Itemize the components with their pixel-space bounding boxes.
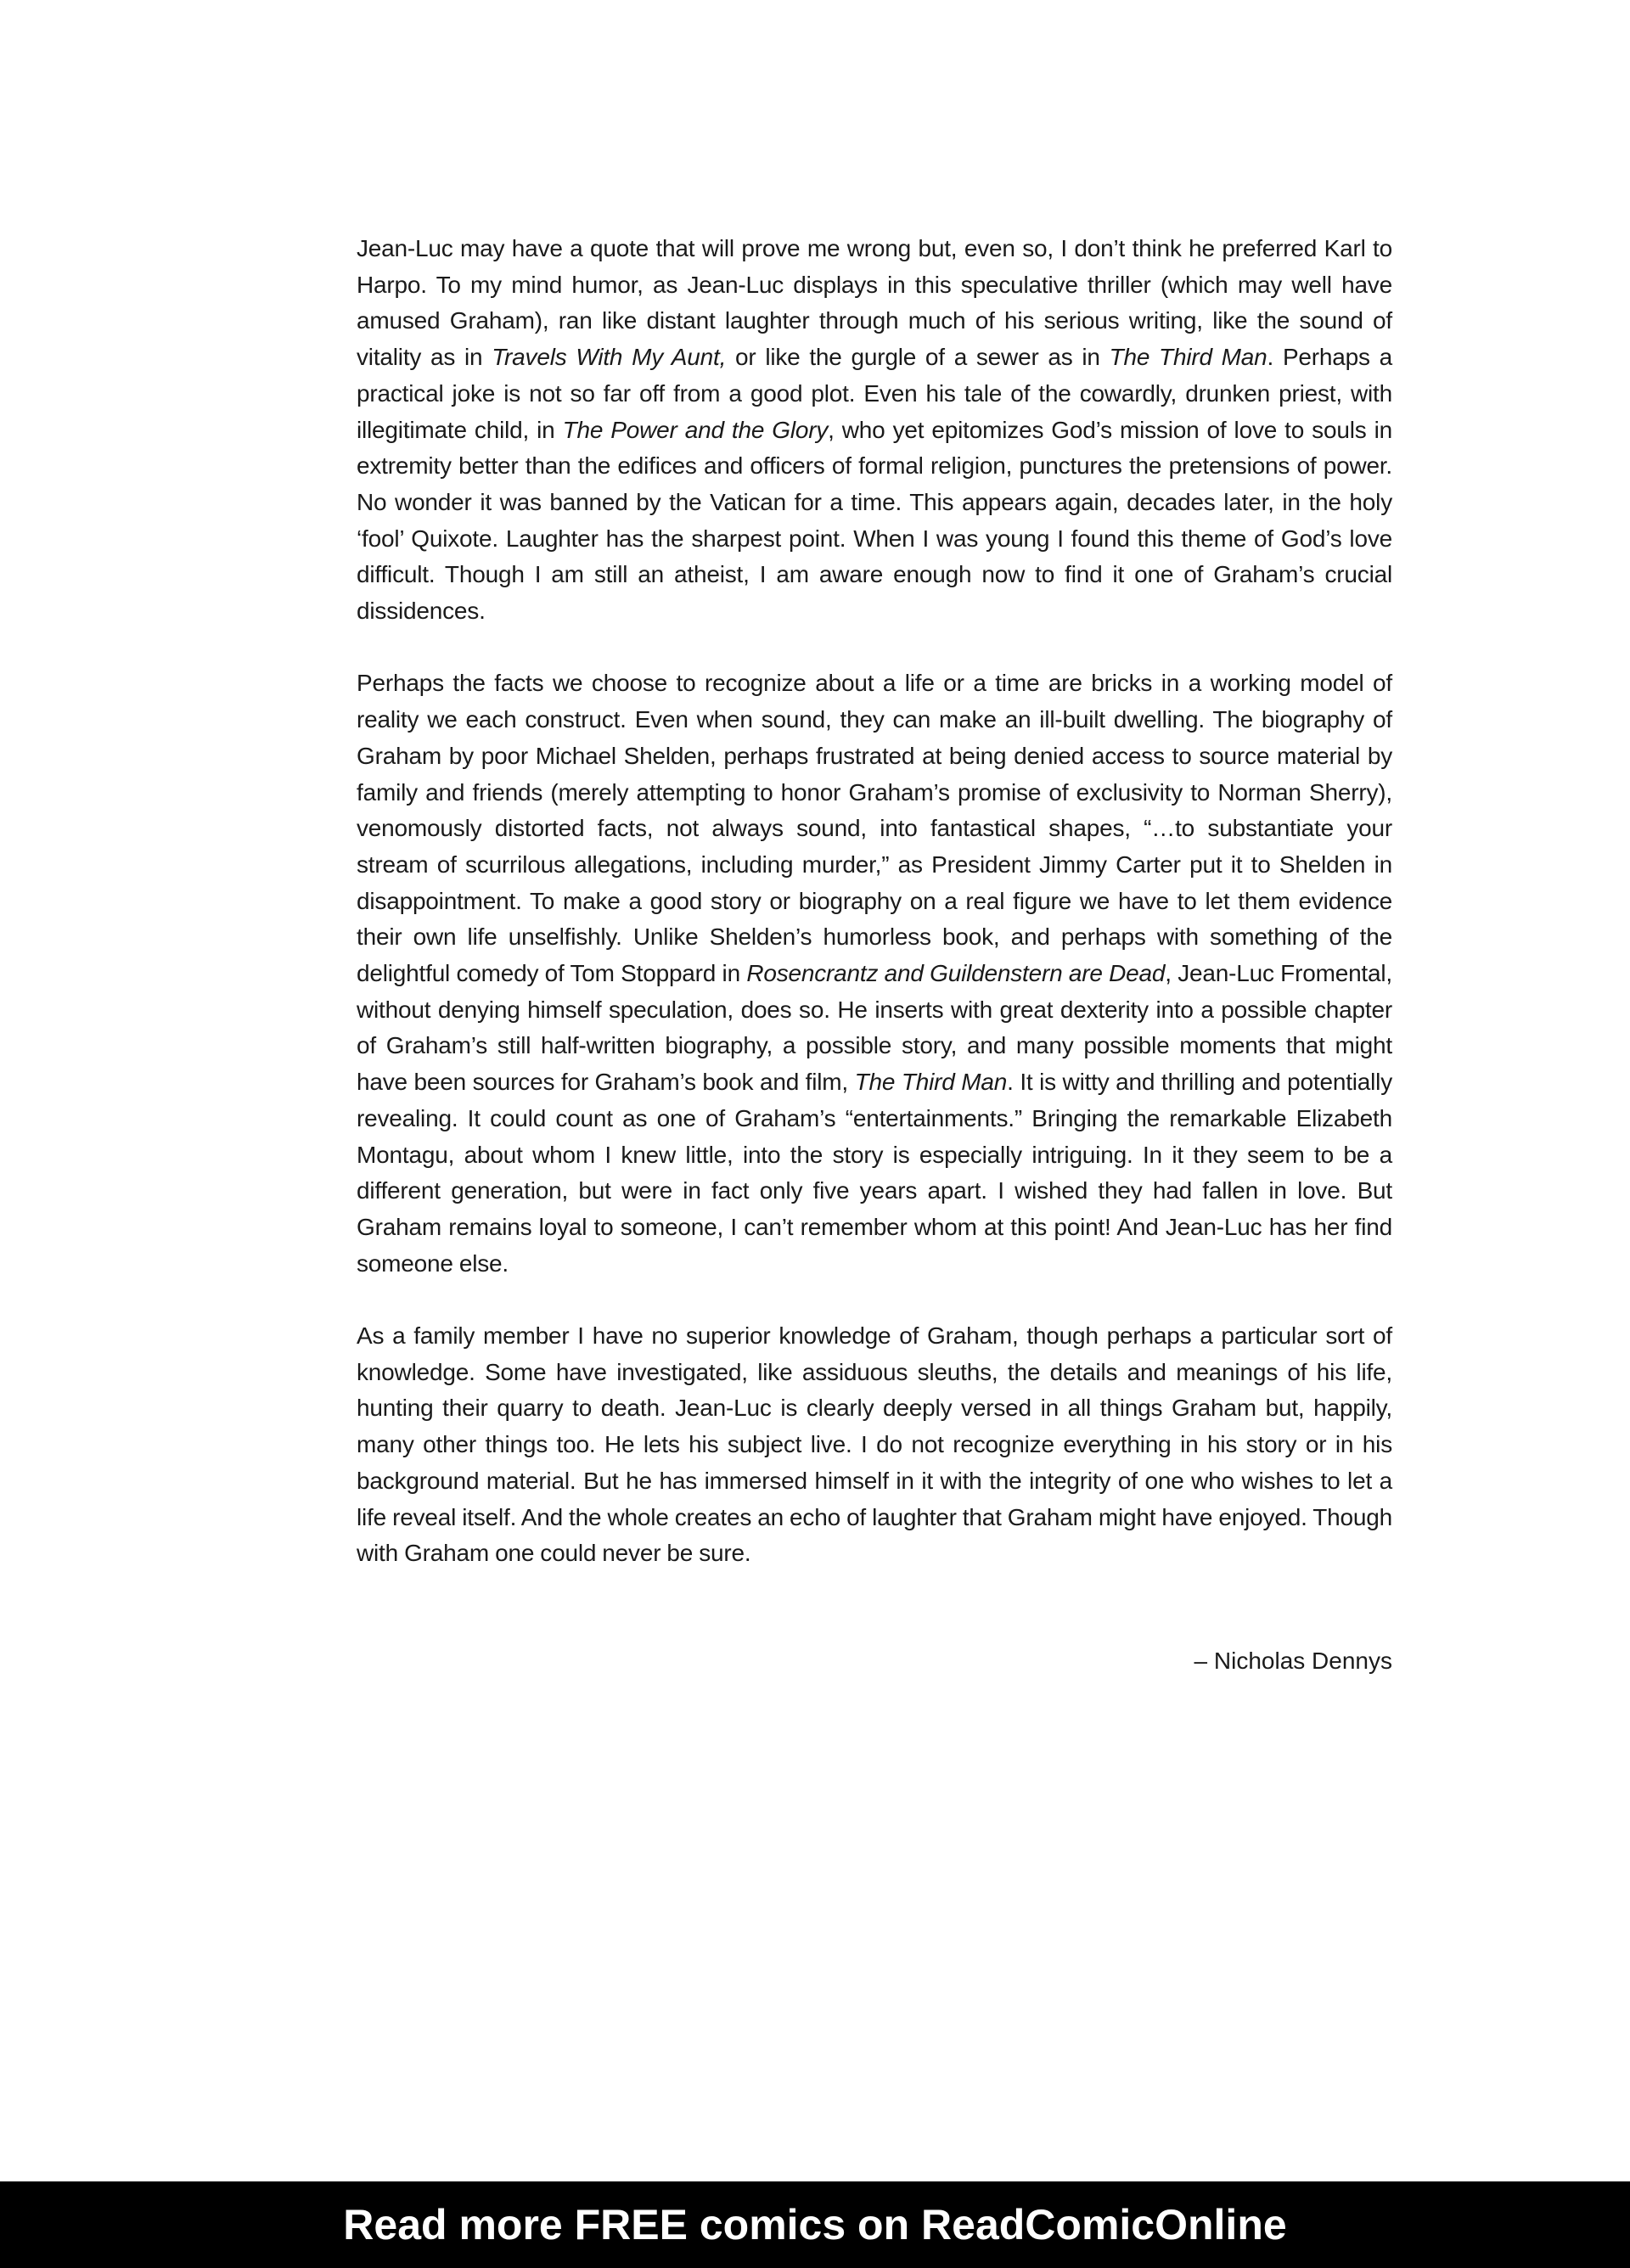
paragraph-1-run-1: Jean-Luc may have a quote that will prove me wrong but, even so, I don’t think he preferred Karl to Harpo. To my mind humor, as Jean-Luc displays in this speculative thriller (which may well have amused Graham), ran like distant laughter through much of his serious writing, like the sound of vitality as in: [357, 235, 1392, 371]
promo-banner[interactable]: [0, 2181, 1630, 2268]
paragraph-1-run-5: . Perhaps a practical joke is not so far off from a good plot. Even his tale of the cowardly, drunken priest, with illegitimate child, in: [357, 344, 1393, 443]
paragraph-1: [357, 231, 1392, 630]
paragraph-1-run-4: The Third Man: [1109, 344, 1267, 371]
paragraph-2: [357, 665, 1392, 1282]
paragraph-2-run-2: Rosencrantz and Guildenstern are Dead: [746, 960, 1166, 987]
paragraph-2-run-1: Perhaps the facts we choose to recognize about a life or a time are bricks in a working model of reality we each construct. Even when sound, they can make an ill-built dwelling. The biography of Graham by poor Michael Shelden, perhaps frustrated at being denied access to source material by family and friends (merely attempting to honor Graham’s promise of exclusivity to Norman Sherry), venomously distorted facts, not always sound, into fantastical shapes, “…to substantiate your stream of scurrilous allegations, including murder,” as President Jimmy Carter put it to Shelden in disappointment. To make a good story or biography on a real figure we have to let them evidence their own life unselfishly. Unlike Shelden’s humorless book, and perhaps with something of the delightful comedy of Tom Stoppard in: [357, 670, 1392, 987]
paragraph-3: [357, 1318, 1392, 1572]
paragraph-2-run-5: . It is witty and thrilling and potentially revealing. It could count as one of Graham’s “entertainments.” Bringing the remarkable Elizabeth Montagu, about whom I knew little, into the story is especially intriguing. In it they seem to be a different generation, but were in fact only five years apart. I wished they had fallen in love. But Graham remains loyal to someone, I can’t remember whom at this point! And Jean-Luc has her find someone else.: [357, 1069, 1393, 1277]
paragraph-1-run-6: The Power and the Glory: [562, 416, 829, 443]
author-signature: – Nicholas Dennys: [1194, 1648, 1392, 1674]
promo-banner-text: Read more FREE comics on ReadComicOnline: [343, 2201, 1287, 2248]
paragraph-1-run-7: , who yet epitomizes God’s mission of love to souls in extremity better than the edifices and officers of formal religion, punctures the pretensions of power. No wonder it was banned by the Vatican for a time. This appears again, decades later, in the holy ‘fool’ Quixote. Laughter has the sharpest point. When I was young I found this theme of God’s love difficult. Though I am still an atheist, I am aware enough now to find it one of Graham’s crucial dissidences.: [357, 416, 1392, 625]
paragraph-2-run-3: , Jean-Luc Fromental, without denying himself speculation, does so. He inserts with great dexterity into a possible chapter of Graham’s still half-written biography, a possible story, and many possible moments that might have been sources for Graham’s book and film,: [357, 960, 1392, 1096]
body-text: [357, 231, 1392, 1572]
paragraph-1-run-3: or like the gurgle of a sewer as in: [726, 344, 1110, 371]
paragraph-3-run-1: As a family member I have no superior knowledge of Graham, though perhaps a particular sort of knowledge. Some have investigated, like assiduous sleuths, the details and meanings of his life, hunting their quarry to death. Jean-Luc is clearly deeply versed in all things Graham but, happily, many other things too. He lets his subject live. I do not recognize everything in his story or in his background material. But he has immersed himself in it with the integrity of one who wishes to let a life reveal itself. And the whole creates an echo of laughter that Graham might have enjoyed. Though with Graham one could never be sure.: [357, 1322, 1392, 1567]
paragraph-2-run-4: The Third Man: [854, 1069, 1008, 1096]
paragraph-1-run-2: Travels With My Aunt,: [492, 344, 727, 371]
